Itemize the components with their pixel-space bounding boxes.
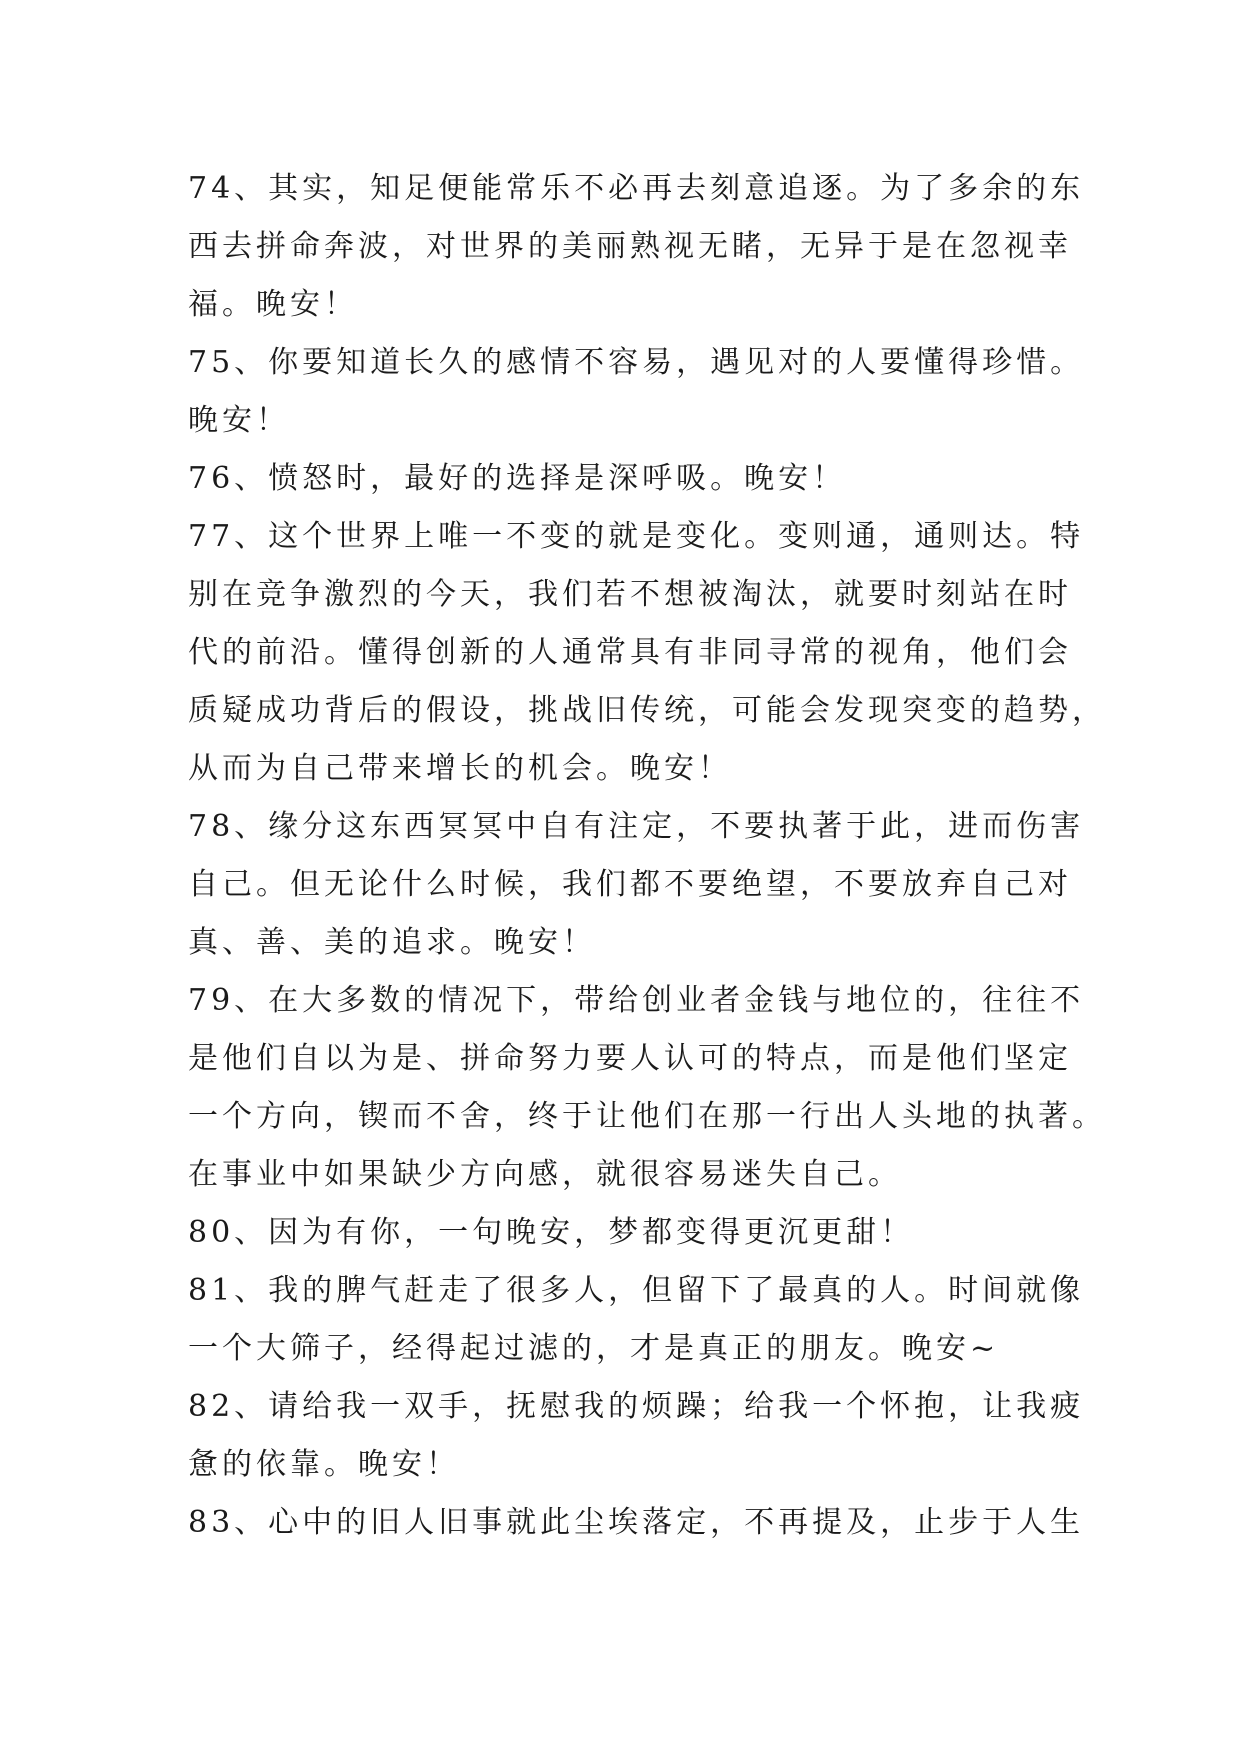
text-line: 81、我的脾气赶走了很多人，但留下了最真的人。时间就像 <box>188 1273 1085 1308</box>
text-line: 代的前沿。懂得创新的人通常具有非同寻常的视角，他们会 <box>188 635 1072 670</box>
text-line: 质疑成功背后的假设，挑战旧传统，可能会发现突变的趋势， <box>188 693 1106 728</box>
text-line: 别在竞争激烈的今天，我们若不想被淘汰，就要时刻站在时 <box>188 577 1072 612</box>
text-line: 从而为自己带来增长的机会。晚安！ <box>188 751 732 786</box>
text-line: 惫的依靠。晚安！ <box>188 1447 460 1482</box>
text-line: 一个大筛子，经得起过滤的，才是真正的朋友。晚安~ <box>188 1331 1000 1366</box>
text-line: 79、在大多数的情况下，带给创业者金钱与地位的，往往不 <box>188 983 1085 1018</box>
text-line: 80、因为有你，一句晚安，梦都变得更沉更甜！ <box>188 1215 915 1250</box>
text-line: 西去拼命奔波，对世界的美丽熟视无睹，无异于是在忽视幸 <box>188 229 1072 264</box>
text-line: 74、其实，知足便能常乐不必再去刻意追逐。为了多余的东 <box>188 171 1085 206</box>
text-line: 晚安！ <box>188 403 290 438</box>
text-line: 78、缘分这东西冥冥中自有注定，不要执著于此，进而伤害 <box>188 809 1085 844</box>
text-line: 一个方向，锲而不舍，终于让他们在那一行出人头地的执著。 <box>188 1099 1106 1134</box>
text-line: 82、请给我一双手，抚慰我的烦躁；给我一个怀抱，让我疲 <box>188 1389 1085 1424</box>
text-line: 76、愤怒时，最好的选择是深呼吸。晚安！ <box>188 461 847 496</box>
text-line: 是他们自以为是、拼命努力要人认可的特点，而是他们坚定 <box>188 1041 1072 1076</box>
text-line: 75、你要知道长久的感情不容易，遇见对的人要懂得珍惜。 <box>188 345 1085 380</box>
text-line: 在事业中如果缺少方向感，就很容易迷失自己。 <box>188 1157 902 1192</box>
text-line: 77、这个世界上唯一不变的就是变化。变则通，通则达。特 <box>188 519 1085 554</box>
text-line: 福。晚安！ <box>188 287 358 322</box>
document-body <box>188 160 1106 1552</box>
text-line: 自己。但无论什么时候，我们都不要绝望，不要放弃自己对 <box>188 867 1072 902</box>
text-line: 83、心中的旧人旧事就此尘埃落定，不再提及，止步于人生 <box>188 1505 1085 1540</box>
text-line: 真、善、美的追求。晚安！ <box>188 925 596 960</box>
